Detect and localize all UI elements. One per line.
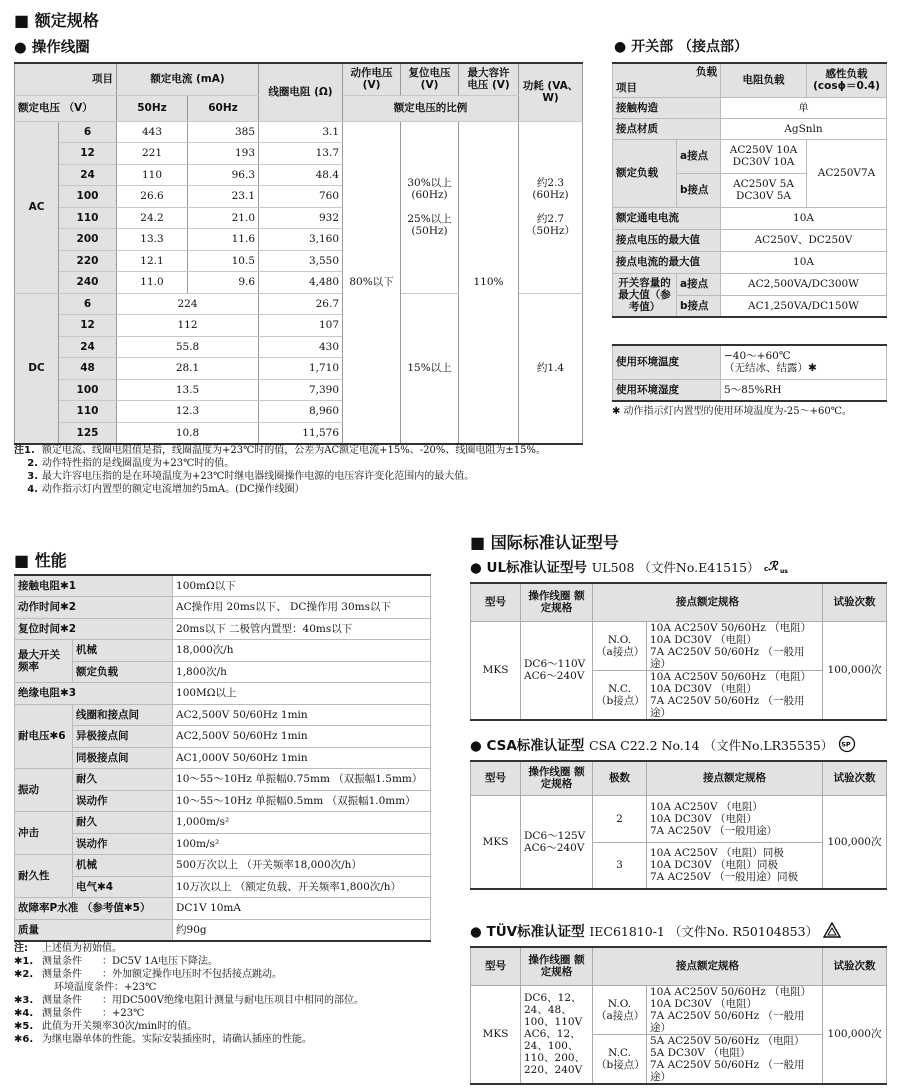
note-text: 最大许容电压指的是在环境温度为+23℃时继电器线圈操作电源的电压容许变化范围内的最大值。 bbox=[42, 471, 475, 482]
table-row: 48 bbox=[59, 358, 117, 380]
table-row: 220 bbox=[59, 250, 117, 272]
tuv-title: ● TÜV标准认证型 bbox=[470, 924, 585, 940]
model-cell: MKS bbox=[471, 621, 521, 720]
perf-value: 约90g bbox=[173, 919, 431, 941]
table-row: 110 bbox=[59, 207, 117, 229]
note-text: 测量条件 ：DC5V 1A电压下降法。 bbox=[42, 956, 219, 967]
perf-value: 1,000m/s² bbox=[173, 812, 431, 834]
env-note: ✱ 动作指示灯内置型的使用环境温度为-25～+60℃。 bbox=[612, 406, 852, 417]
csa-standard: CSA C22.2 No.14 （文件No.LR35535） bbox=[589, 738, 834, 753]
perf-value: DC1V 10mA bbox=[173, 898, 431, 920]
table-row: 24 bbox=[59, 164, 117, 186]
perf-key: 故障率P水准 （参考值✱5） bbox=[15, 898, 173, 920]
note-key: ✱4. bbox=[14, 1008, 34, 1019]
h-reset-voltage: 复位电压 (V) bbox=[401, 63, 459, 95]
row-value: AC250V 10A DC30V 10A bbox=[721, 139, 807, 173]
note-text: 动作指示灯内置型的额定电流增加约5mA。(DC操作线圈） bbox=[42, 484, 305, 495]
note-key: 3. bbox=[27, 471, 38, 482]
no-contact-label: N.O. （a接点） bbox=[593, 985, 647, 1034]
cell: 11.6 bbox=[188, 229, 259, 251]
h-rated-voltage: 额定电压 （V） bbox=[15, 95, 117, 121]
cell: 3,550 bbox=[259, 250, 343, 272]
contact-rating: 10A AC250V 50/60Hz （电阻） 10A DC30V （电阻） 7A AC250V 50/60Hz （一般用途） bbox=[647, 670, 823, 720]
table-row: 12 bbox=[59, 315, 117, 337]
cell: 10.8 bbox=[117, 422, 259, 444]
row-key: 额定负载 bbox=[613, 139, 677, 207]
table-row: 110 bbox=[59, 401, 117, 423]
note-key: 注1. bbox=[14, 445, 35, 456]
cell: 760 bbox=[259, 186, 343, 208]
note-key: 2. bbox=[27, 458, 38, 469]
ul-standard: UL508 （文件No.E41515） bbox=[591, 560, 760, 575]
perf-subkey: 机械 bbox=[73, 855, 173, 877]
poles-cell: 3 bbox=[593, 842, 647, 889]
cell: 107 bbox=[259, 315, 343, 337]
perf-subkey: 耐久 bbox=[73, 812, 173, 834]
table-row: 200 bbox=[59, 229, 117, 251]
env-temp-value: −40～+60℃ （无结冰、结露）✱ bbox=[721, 345, 887, 379]
perf-key: 绝缘电阻✱3 bbox=[15, 683, 173, 705]
cell: 193 bbox=[188, 143, 259, 165]
contact-rating: 10A AC250V （电阻）同极 10A DC30V （电阻）同极 7A AC250V （一般用途）同极 bbox=[647, 842, 823, 889]
tests-cell: 100,000次 bbox=[823, 621, 887, 720]
perf-value: 100m/s² bbox=[173, 833, 431, 855]
perf-notes bbox=[14, 942, 434, 1046]
h-poles: 极数 bbox=[593, 761, 647, 795]
coil-table bbox=[14, 62, 583, 445]
csa-title-row bbox=[470, 734, 856, 757]
perf-key: 耐久性 bbox=[15, 855, 73, 898]
h-resistive-load: 电阻负载 bbox=[721, 63, 807, 97]
cell: 3.1 bbox=[259, 121, 343, 143]
model-cell: MKS bbox=[471, 985, 521, 1084]
row-value: AC250V 5A DC30V 5A bbox=[721, 173, 807, 207]
row-value: AgSnln bbox=[721, 118, 887, 139]
switch-table bbox=[612, 62, 887, 318]
contact-rating: 10A AC250V （电阻） 10A DC30V （电阻） 7A AC250V （一般用途） bbox=[647, 795, 823, 842]
row-value: AC250V、DC250V bbox=[721, 229, 887, 251]
model-cell: MKS bbox=[471, 795, 521, 889]
contact-rating: 10A AC250V 50/60Hz （电阻） 10A DC30V （电阻） 7A AC250V 50/60Hz （一般用途） bbox=[647, 621, 823, 670]
cell: 11,576 bbox=[259, 422, 343, 444]
coil-heading: ● 操作线圈 bbox=[14, 40, 90, 56]
perf-value: 20ms以下 二极管内置型：40ms以下 bbox=[173, 618, 431, 640]
note-text: 上述值为初始值。 bbox=[42, 943, 122, 954]
h-coil-rating: 操作线圈 额定规格 bbox=[521, 947, 593, 985]
cell: 26.6 bbox=[117, 186, 188, 208]
note-text: 测量条件 ：+23℃ bbox=[42, 1008, 145, 1019]
cell: 23.1 bbox=[188, 186, 259, 208]
tuv-title-row bbox=[470, 920, 841, 942]
perf-value: 10～55～10Hz 单振幅0.75mm （双振幅1.5mm） bbox=[173, 769, 431, 791]
perf-value: AC操作用 20ms以下、 DC操作用 30ms以下 bbox=[173, 597, 431, 619]
b-contact-label: b接点 bbox=[677, 295, 721, 317]
h-model: 型号 bbox=[471, 947, 521, 985]
perf-value: 18,000次/h bbox=[173, 640, 431, 662]
note-text: 此值为开关频率30次/min时的值。 bbox=[42, 1021, 198, 1032]
note-key: ✱6. bbox=[14, 1034, 34, 1045]
cell: 3,160 bbox=[259, 229, 343, 251]
reset-voltage-dc: 15%以上 bbox=[401, 293, 459, 444]
cell: 9.6 bbox=[188, 272, 259, 294]
cert-heading: ■ 国际标准认证型号 bbox=[470, 533, 619, 552]
coil-cell: DC6～125V AC6～240V bbox=[521, 795, 593, 889]
h-item: 项目 bbox=[15, 63, 117, 95]
table-row: 125 bbox=[59, 422, 117, 444]
a-contact-label: a接点 bbox=[677, 273, 721, 295]
svg-text:ℛ: ℛ bbox=[768, 559, 778, 573]
ul-title-row bbox=[470, 556, 788, 578]
switch-heading: ● 开关部 （接点部） bbox=[614, 39, 748, 55]
csa-title: ● CSA标准认证型 bbox=[470, 738, 585, 754]
cell: 96.3 bbox=[188, 164, 259, 186]
tuv-triangle-icon bbox=[823, 922, 841, 942]
cell: 28.1 bbox=[117, 358, 259, 380]
row-value: AC1,250VA/DC150W bbox=[721, 295, 887, 317]
cell: 24.2 bbox=[117, 207, 188, 229]
cell: 12.3 bbox=[117, 401, 259, 423]
cell: 221 bbox=[117, 143, 188, 165]
perf-subkey: 异极接点间 bbox=[73, 726, 173, 748]
note-key: ✱5. bbox=[14, 1021, 34, 1032]
perf-subkey: 机械 bbox=[73, 640, 173, 662]
cell: 932 bbox=[259, 207, 343, 229]
perf-value: AC2,500V 50/60Hz 1min bbox=[173, 726, 431, 748]
a-contact-label: a接点 bbox=[677, 139, 721, 173]
row-value: AC2,500VA/DC300W bbox=[721, 273, 887, 295]
note-key: 4. bbox=[27, 484, 38, 495]
no-contact-label: N.O. （a接点） bbox=[593, 621, 647, 670]
h-contact-rating: 接点额定规格 bbox=[593, 583, 823, 621]
csa-table bbox=[470, 760, 887, 890]
poles-cell: 2 bbox=[593, 795, 647, 842]
cell: 443 bbox=[117, 121, 188, 143]
perf-subkey: 耐久 bbox=[73, 769, 173, 791]
coil-cell: DC6～110V AC6～240V bbox=[521, 621, 593, 720]
cell: 110 bbox=[117, 164, 188, 186]
tests-cell: 100,000次 bbox=[823, 985, 887, 1084]
cell: 12.1 bbox=[117, 250, 188, 272]
dc-label: DC bbox=[15, 293, 59, 444]
h-contact-rating: 接点额定规格 bbox=[593, 947, 823, 985]
perf-key: 振动 bbox=[15, 769, 73, 812]
perf-value: AC1,000V 50/60Hz 1min bbox=[173, 747, 431, 769]
h-coil-rating: 操作线圈 额定规格 bbox=[521, 761, 593, 795]
nc-contact-label: N.C. （b接点） bbox=[593, 1034, 647, 1084]
note-text: 测量条件 ：外加额定操作电压时不包括接点跳动。 bbox=[42, 969, 282, 980]
h-power: 功耗 (VA、W) bbox=[519, 63, 583, 121]
svg-text:SP: SP bbox=[841, 740, 851, 749]
table-row: 6 bbox=[59, 121, 117, 143]
perf-key: 质量 bbox=[15, 919, 173, 941]
perf-value: 500万次以上 （开关频率18,000次/h） bbox=[173, 855, 431, 877]
h-rated-current: 额定电流 (mA) bbox=[117, 63, 259, 95]
h-model: 型号 bbox=[471, 761, 521, 795]
cell: 10.5 bbox=[188, 250, 259, 272]
perf-key: 动作时间✱2 bbox=[15, 597, 173, 619]
operate-voltage-value: 80%以下 bbox=[343, 121, 401, 444]
note-text: 额定电流、线圈电阻值是指，线圈温度为+23℃时的值，公差为AC额定电流+15%、-20%、线圈电阻为±15%。 bbox=[42, 445, 546, 456]
perf-value: 100mΩ以下 bbox=[173, 575, 431, 597]
rated-heading: ■ 额定规格 bbox=[14, 11, 99, 30]
table-row: 240 bbox=[59, 272, 117, 294]
h-model: 型号 bbox=[471, 583, 521, 621]
h-inductive-load: 感性负载 (cosϕ＝0.4) bbox=[807, 63, 887, 97]
perf-subkey: 额定负载 bbox=[73, 661, 173, 683]
table-row: 6 bbox=[59, 293, 117, 315]
h-50hz: 50Hz bbox=[117, 95, 188, 121]
cell: 112 bbox=[117, 315, 259, 337]
cell: 11.0 bbox=[117, 272, 188, 294]
csa-mark-icon bbox=[838, 735, 856, 757]
row-value: 单 bbox=[721, 97, 887, 118]
svg-text:us: us bbox=[780, 568, 789, 574]
cell: 4,480 bbox=[259, 272, 343, 294]
max-voltage-value: 110% bbox=[459, 121, 519, 444]
perf-value: 10万次以上 （额定负载、开关频率1,800次/h） bbox=[173, 876, 431, 898]
coil-notes bbox=[14, 444, 584, 496]
tests-cell: 100,000次 bbox=[823, 795, 887, 889]
contact-rating: 10A AC250V 50/60Hz （电阻） 10A DC30V （电阻） 7A AC250V 50/60Hz （一般用途） bbox=[647, 985, 823, 1034]
ul-title: ● UL标准认证型号 bbox=[470, 560, 588, 576]
perf-key: 复位时间✱2 bbox=[15, 618, 173, 640]
h-coil-resistance: 线圈电阻 (Ω) bbox=[259, 63, 343, 121]
cell: 430 bbox=[259, 336, 343, 358]
h-tests: 试验次数 bbox=[823, 947, 887, 985]
table-row: 100 bbox=[59, 186, 117, 208]
tuv-table bbox=[470, 946, 887, 1085]
cell: 8,960 bbox=[259, 401, 343, 423]
h-60hz: 60Hz bbox=[188, 95, 259, 121]
ul-table bbox=[470, 582, 887, 721]
note-key: 注: bbox=[14, 943, 28, 954]
performance-table bbox=[14, 574, 431, 942]
perf-value: AC2,500V 50/60Hz 1min bbox=[173, 704, 431, 726]
note-key: ✱1. bbox=[14, 956, 34, 967]
power-dc: 约1.4 bbox=[519, 293, 583, 444]
cell: 21.0 bbox=[188, 207, 259, 229]
cell: 26.7 bbox=[259, 293, 343, 315]
ac-label: AC bbox=[15, 121, 59, 293]
perf-key: 最大开关频率 bbox=[15, 640, 73, 683]
row-key: 开关容量的最大值（参考值） bbox=[613, 273, 677, 317]
cell: 224 bbox=[117, 293, 259, 315]
perf-subkey: 误动作 bbox=[73, 790, 173, 812]
table-row: 24 bbox=[59, 336, 117, 358]
note-text: 测量条件 ：用DC500V绝缘电阻计测量与耐电压项目中相同的部位。 bbox=[42, 995, 364, 1006]
perf-key: 冲击 bbox=[15, 812, 73, 855]
row-value: 10A bbox=[721, 207, 887, 229]
switch-h-item-load bbox=[613, 63, 721, 97]
h-operate-voltage: 动作电压 (V) bbox=[343, 63, 401, 95]
contact-rating: 5A AC250V 50/60Hz （电阻） 5A DC30V （电阻） 7A AC250V 50/60Hz （一般用途） bbox=[647, 1034, 823, 1084]
environment-table bbox=[612, 344, 887, 402]
cell: 7,390 bbox=[259, 379, 343, 401]
cell: 13.3 bbox=[117, 229, 188, 251]
note-text: 动作特性指的是线圈温度为+23℃时的值。 bbox=[42, 458, 235, 469]
note-text: 为继电器单体的性能。实际安装插座时，请确认插座的性能。 bbox=[42, 1034, 312, 1045]
h-contact-rating: 接点额定规格 bbox=[647, 761, 823, 795]
note-key: ✱2. bbox=[14, 969, 34, 980]
reset-voltage-ac: 30%以上 (60Hz) 25%以上 (50Hz) bbox=[401, 121, 459, 293]
power-ac: 约2.3 (60Hz) 约2.7 （50Hz） bbox=[519, 121, 583, 293]
perf-key: 耐电压✱6 bbox=[15, 704, 73, 769]
svg-text:c: c bbox=[764, 565, 769, 573]
env-humidity-value: 5～85%RH bbox=[721, 379, 887, 401]
note-key: ✱3. bbox=[14, 995, 34, 1006]
cell: 385 bbox=[188, 121, 259, 143]
nc-contact-label: N.C. （b接点） bbox=[593, 670, 647, 720]
row-key: 额定通电电流 bbox=[613, 207, 721, 229]
perf-subkey: 误动作 bbox=[73, 833, 173, 855]
h-ratio: 额定电压的比例 bbox=[343, 95, 519, 121]
cell: 55.8 bbox=[117, 336, 259, 358]
h-tests: 试验次数 bbox=[823, 761, 887, 795]
cell: 13.7 bbox=[259, 143, 343, 165]
perf-subkey: 同极接点间 bbox=[73, 747, 173, 769]
row-key: 接点材质 bbox=[613, 118, 721, 139]
h-coil-rating: 操作线圈 额定规格 bbox=[521, 583, 593, 621]
h-load: 负载 bbox=[696, 66, 717, 79]
row-value: 10A bbox=[721, 251, 887, 273]
row-key: 接点电压的最大值 bbox=[613, 229, 721, 251]
ul-mark-icon bbox=[764, 558, 788, 578]
perf-subkey: 线圈和接点间 bbox=[73, 704, 173, 726]
coil-cell: DC6、12、 24、48、 100、110V AC6、12、 24、100、 110、200、 220、240V bbox=[521, 985, 593, 1084]
note-text: 环境温度条件：+23℃ bbox=[54, 982, 157, 993]
table-row: 12 bbox=[59, 143, 117, 165]
env-humidity-key: 使用环境湿度 bbox=[613, 379, 721, 401]
perf-value: 100MΩ以上 bbox=[173, 683, 431, 705]
row-key: 接点电流的最大值 bbox=[613, 251, 721, 273]
cell: 48.4 bbox=[259, 164, 343, 186]
env-temp-key: 使用环境温度 bbox=[613, 345, 721, 379]
cell: 13.5 bbox=[117, 379, 259, 401]
row-value: AC250V7A bbox=[807, 139, 887, 207]
perf-heading: ■ 性能 bbox=[14, 551, 67, 570]
perf-subkey: 电气✱4 bbox=[73, 876, 173, 898]
b-contact-label: b接点 bbox=[677, 173, 721, 207]
h-item: 项目 bbox=[616, 82, 637, 95]
cell: 1,710 bbox=[259, 358, 343, 380]
h-tests: 试验次数 bbox=[823, 583, 887, 621]
perf-key: 接触电阻✱1 bbox=[15, 575, 173, 597]
note-key bbox=[14, 981, 54, 994]
row-key: 接触构造 bbox=[613, 97, 721, 118]
perf-value: 10～55～10Hz 单振幅0.5mm （双振幅1.0mm） bbox=[173, 790, 431, 812]
h-max-voltage: 最大容许 电压 (V) bbox=[459, 63, 519, 95]
tuv-standard: IEC61810-1 （文件No. R50104853） bbox=[589, 924, 819, 939]
perf-value: 1,800次/h bbox=[173, 661, 431, 683]
table-row: 100 bbox=[59, 379, 117, 401]
